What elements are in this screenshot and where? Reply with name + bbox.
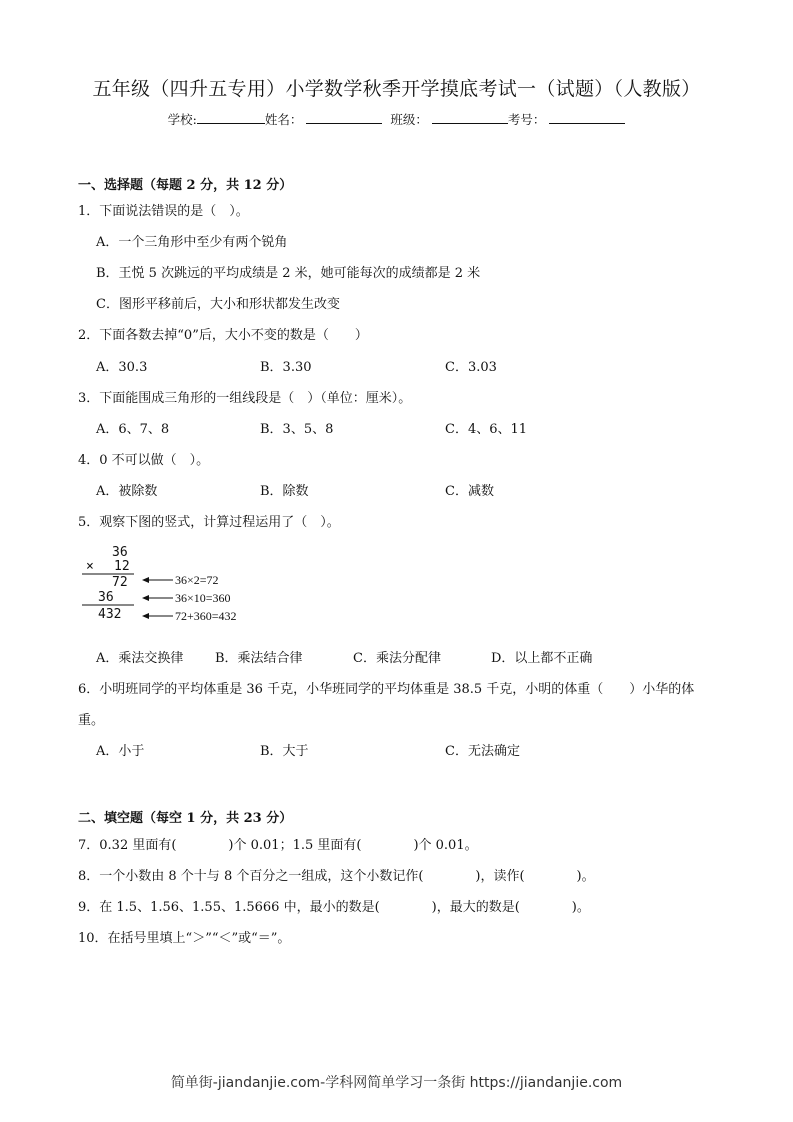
q1-option-c: C．图形平移前后，大小和形状都发生改变 xyxy=(96,297,340,312)
calc-multiplicand: 36 xyxy=(112,545,128,560)
question-9: 9．在 1.5、1.56、1.55、1.5666 中，最小的数是( )，最大的数是( )。 xyxy=(78,900,590,915)
q2-option-c: C．3.03 xyxy=(445,360,497,375)
question-10: 10．在括号里填上“＞”“＜”或“＝”。 xyxy=(78,931,291,946)
calc-partial-1: 72 xyxy=(112,575,128,590)
question-6-cont: 重。 xyxy=(78,713,105,728)
name-blank xyxy=(306,111,382,124)
calc-times-sign: × xyxy=(86,559,94,574)
name-label: 姓名： xyxy=(264,112,303,127)
arrow-head-3-icon xyxy=(142,613,149,619)
calc-multiplier: 12 xyxy=(114,559,130,574)
q4-option-a: A．被除数 xyxy=(96,484,158,499)
question-4: 4．0 不可以做（ ）。 xyxy=(78,453,210,468)
q3-option-a: A．6、7、8 xyxy=(96,422,170,437)
q1-option-b: B．王悦 5 次跳远的平均成绩是 2 米，她可能每次的成绩都是 2 米 xyxy=(96,266,481,281)
student-info-line xyxy=(0,110,793,128)
exam-title: 五年级（四升五专用）小学数学秋季开学摸底考试一（试题）（人教版） xyxy=(92,78,701,100)
calc-note-3: 72+360=432 xyxy=(175,609,237,623)
q5-option-d: D．以上都不正确 xyxy=(491,651,593,666)
question-7: 7．0.32 里面有( )个 0.01；1.5 里面有( )个 0.01。 xyxy=(78,838,478,853)
arrow-head-2-icon xyxy=(142,595,149,601)
q2-option-a: A．30.3 xyxy=(96,360,148,375)
section-1-heading: 一、选择题（每题 2 分，共 12 分） xyxy=(78,178,293,193)
page-footer: 简单街-jiandanjie.com-学科网简单学习一条街 https://jiandanjie.com xyxy=(170,1075,623,1091)
q5-option-a: A．乘法交换律 xyxy=(96,651,184,666)
q6-option-c: C．无法确定 xyxy=(445,744,520,759)
calc-arrows xyxy=(140,574,176,622)
q4-option-b: B．除数 xyxy=(260,484,309,499)
section-2-heading: 二、填空题（每空 1 分，共 23 分） xyxy=(78,811,293,826)
class-blank xyxy=(432,111,508,124)
exam-no-label: 考号： xyxy=(507,112,546,127)
q5-option-c: C．乘法分配律 xyxy=(353,651,441,666)
question-6: 6．小明班同学的平均体重是 36 千克，小华班同学的平均体重是 38.5 千克，小明的体重（ ）小华的体 xyxy=(78,682,695,697)
school-label: 学校: xyxy=(167,112,197,127)
q5-option-b: B．乘法结合律 xyxy=(215,651,303,666)
class-label: 班级： xyxy=(390,112,428,127)
q6-option-b: B．大于 xyxy=(260,744,309,759)
arrow-head-1-icon xyxy=(142,577,149,583)
q3-option-b: B．3、5、8 xyxy=(260,422,334,437)
calc-result: 432 xyxy=(98,607,122,622)
q3-option-c: C．4、6、11 xyxy=(445,422,528,437)
calc-note-2: 36×10=360 xyxy=(175,591,231,605)
q6-option-a: A．小于 xyxy=(96,744,145,759)
q2-option-b: B．3.30 xyxy=(260,360,312,375)
calc-note-1: 36×2=72 xyxy=(175,573,219,587)
school-blank xyxy=(197,111,265,124)
question-8: 8．一个小数由 8 个十与 8 个百分之一组成，这个小数记作( )，读作( )。 xyxy=(78,869,595,884)
q1-option-a: A．一个三角形中至少有两个锐角 xyxy=(96,235,288,250)
question-2: 2．下面各数去掉“0”后，大小不变的数是（ ） xyxy=(78,328,368,343)
question-3: 3．下面能围成三角形的一组线段是（ ）（单位：厘米）。 xyxy=(78,391,412,406)
calc-partial-2: 36 xyxy=(98,590,114,605)
q4-option-c: C．减数 xyxy=(445,484,494,499)
exam-no-blank xyxy=(549,111,625,124)
question-1: 1．下面说法错误的是（ ）。 xyxy=(78,204,249,219)
question-5: 5．观察下图的竖式，计算过程运用了（ ）。 xyxy=(78,515,340,530)
